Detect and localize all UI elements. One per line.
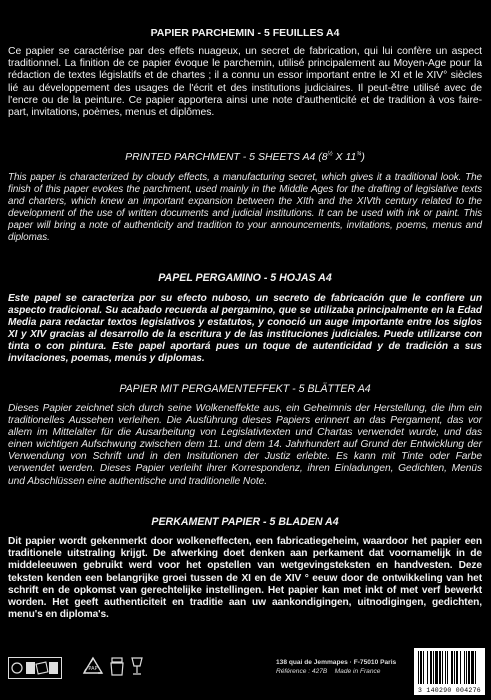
title-french: PAPIER PARCHEMIN - 5 FEUILLES A4 <box>150 27 340 39</box>
barcode-bars <box>414 648 485 686</box>
paper-products-icon <box>8 657 62 684</box>
barcode-number: 3 140290 004276 <box>417 687 481 694</box>
barcode <box>414 648 485 695</box>
section-spanish <box>8 271 482 366</box>
title-spanish: PAPEL PERGAMINO - 5 HOJAS A4 <box>158 272 332 284</box>
reference-line <box>276 667 416 676</box>
text-spanish: Este papel se caracteriza por su efecto nuboso, un secreto de fabricación que le confiere un aspecto tradicional. Su acabado recuerda al pergamino, que se utilizaba principalmente en la Edad Media para redactar textos legislativos y estatutos, y conoció un auge importante entre los siglos XI y XIV gracias al desarrollo de la escritura y de las instituciones judiciales. Puede utilizarse con tinta o con pintura. Este papel aportará pues un toque de autenticidad y de tradición a sus invitaciones, poemas, menús y diplomas. <box>8 293 482 365</box>
section-english <box>8 150 482 245</box>
made-in: Made in France <box>334 668 381 675</box>
recycling-triangle-icon <box>82 655 104 684</box>
text-german: Dieses Papier zeichnet sich durch seine Wolkeneffekte aus, ein Geheimnis der Herstellung, die ihm ein traditionelles Aussehen verleihen. Die Ausführung dieses Papiers erinnert an das Pergament, das vor allem im Mittelalter für die Ausarbeitung von Legislativtexten und Chartas verwendet wurde, und das einen wichtigen Aufschwung zwischen dem 11. und dem 14. Jahrhundert auf Grund der Entwicklung der Verwendung von Schrift und in den Insitutionen der Justiz erlebte. Es kann mit Tinte oder Farbe verwendet werden. Dieses Papier verleiht ihrer Korrespondenz, ihren Einladungen, Gedichten, Menüs und Abschlüssen eine authentische und traditionelle Note. <box>8 403 482 487</box>
glass-symbol-icon <box>128 656 146 683</box>
text-french: Ce papier se caractérise par des effets nuageux, un secret de fabrication, qui lui confère un aspect traditionnel. La finition de ce papier évoque le parchemin, utilisé principalement au Moyen-Age pour la rédaction de textes législatifs et de chartes ; il a connu un essor important entre le XI et le XIV° siècles lié au développement des usages de l'écrit et des institutions judiciaires. Il peut-être utilisé avec de l'encre ou de la peinture. Ce papier apportera ainsi une note d'authenticité et de tradition à vos faire-part, invitations, poèmes, menus et diplômes. <box>8 46 482 119</box>
title-dutch: PERKAMENT PAPIER - 5 BLADEN A4 <box>151 516 339 528</box>
title-english: PRINTED PARCHMENT - 5 SHEETS A4 ($8^{\frac{1}{2}}$ X $11^{\frac{3}{4}}$) <box>125 151 365 163</box>
section-dutch <box>8 515 482 621</box>
section-french <box>8 26 482 119</box>
svg-text:PAP: PAP <box>88 666 98 672</box>
title-german: PAPIER MIT PERGAMENTEFFEKT - 5 BLÄTTER A4 <box>119 383 371 395</box>
publisher-info <box>276 658 416 676</box>
cosmetic-jar-icon <box>108 656 126 683</box>
section-german <box>8 382 482 488</box>
reference: Référence : 427B <box>276 668 328 675</box>
address: 138 quai de Jemmapes · F-75010 Paris <box>276 659 397 666</box>
text-english: This paper is characterized by cloudy effects, a manufacturing secret, which gives it a traditional look. The finish of this paper evokes the parchment, used mainly in the Middle Ages for the drafting of legislative texts and charters, which knew an important expansion between the XIth and the XIVth century related to the development of the use of written documents and judicial institutions. It can be used with ink or paint. This paper will bring a note of authenticity and tradition to your announcements, invitations, poems, menus and diplomas. <box>8 172 482 244</box>
text-dutch: Dit papier wordt gekenmerkt door wolkeneffecten, een fabricatiegeheim, waardoor het papier een traditionele uitstraling krijgt. De afwerking doet denken aan perkament dat voornamelijk in de middeleeuwen gebruikt werd voor het opstellen van wetgevingsteksten en handvesten. Deze teksten kenden een belangrijke groei tussen de XI en de XIV ° eeuw door de ontwikkeling van het schrift en de opkomst van gerechtelijke instellingen. Het papier kan met inkt of met verf bewerkt worden. Het geeft authenticiteit en traditie aan uw aankondigingen, uitnodigingen, gedichten, menu's en diploma's. <box>8 536 482 621</box>
